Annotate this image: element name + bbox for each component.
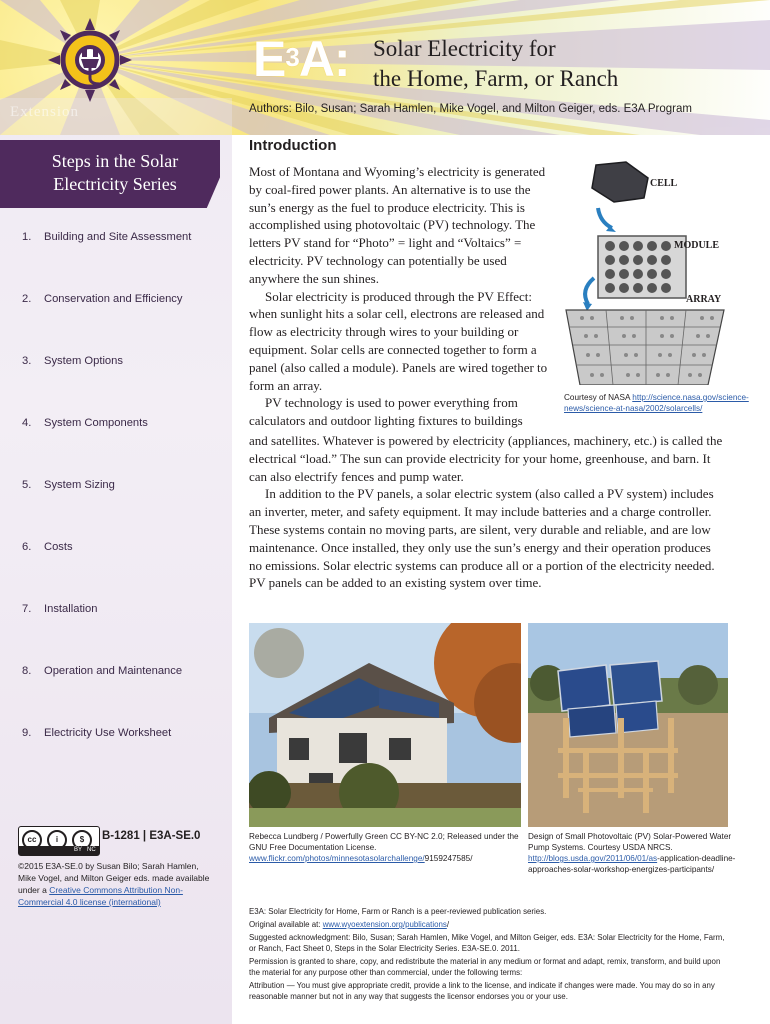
steps-title-line-2: Electricity Series: [53, 174, 177, 194]
intro-paragraph-4: In addition to the PV panels, a solar electric system (also called a PV system) includes an inverter, meter, and safety equipment. It may include batteries and a charge controller. These systems contain no moving parts, are silent, very durable and reliable, and are low maintenance. Once installed, they only use the sun’s energy and their operation produces no emissions. Solar electric systems can produce all or a portion of the electricity needed. PV panels can be added to an existing system over time.: [249, 486, 715, 591]
license-body: ©2015 E3A-SE.0 by Susan Bilo; Sarah Hamlen, Mike Vogel, and Milton Geiger eds. made available under a: [18, 861, 210, 895]
step-item-1[interactable]: [22, 231, 191, 243]
cc-by-nc-badge-icon: [18, 826, 100, 856]
nc-icon: $: [72, 830, 92, 850]
e3a-logotype: [253, 31, 350, 87]
step-number: 3.: [22, 355, 32, 367]
array-label: ARRAY: [686, 294, 722, 305]
footer-attribution: Attribution — You must give appropriate credit, provide a link to the license, and indicate if changes were made. You may do so in any reasonable manner but not in any way that suggests the licensor endorses you or your use.: [249, 981, 715, 1001]
footer-series-line: E3A: Solar Electricity for Home, Farm or Ranch is a peer-reviewed publication series.: [249, 907, 547, 916]
steps-title: [0, 150, 230, 196]
step-number: 4.: [22, 417, 32, 429]
flickr-link[interactable]: www.flickr.com/photos/minnesotasolarchallenge/: [249, 854, 425, 863]
house-solar-photo: [249, 623, 521, 827]
solar-cell-shape: [592, 162, 648, 202]
intro-paragraph-2: Solar electricity is produced through the PV Effect: when sunlight hits a solar cell, electrons are released and flow as electricity through wires to your building or equipment. Solar cells are connected together to form a panel (also called a module). Panels are wired together to form an array.: [249, 288, 548, 393]
step-item-2[interactable]: [22, 293, 182, 305]
extension-watermark: Extension: [10, 104, 79, 120]
step-label: Installation: [44, 603, 98, 615]
footer: [249, 906, 729, 1004]
intro-column-narrow: [249, 163, 549, 430]
intro-paragraph-3b: and satellites. Whatever is powered by electricity (appliances, machinery, etc.) is called the electrical “load.” The sun can provide electricity for your home, greenhouse, and barn. It can also electrify fences and pump water.: [249, 433, 723, 484]
footer-acknowledgment: Suggested acknowledgment: Bilo, Susan; Sarah Hamlen, Mike Vogel, and Milton Geiger, eds. E3A: Solar Electricity for the Home, Farm, or Ranch, Fact Sheet 0, Steps in the Solar Electricity Series. E3A-SE.0. 2011.: [249, 933, 725, 953]
step-item-5[interactable]: [22, 479, 115, 491]
wyoextension-link[interactable]: www.wyoextension.org/publications: [322, 920, 447, 929]
step-label: Building and Site Assessment: [44, 231, 192, 243]
step-label: System Components: [44, 417, 148, 429]
step-label: Costs: [44, 541, 73, 553]
step-item-4[interactable]: [22, 417, 148, 429]
e3a-letter-a: A:: [298, 31, 350, 87]
document-title: [373, 34, 618, 94]
cc-icon: cc: [22, 830, 42, 850]
right-photo-caption: [528, 831, 736, 875]
nc-label: NC: [86, 847, 96, 853]
original-suffix: /: [446, 920, 450, 929]
introduction-heading: Introduction: [249, 137, 337, 154]
arrow-module-to-array-icon: [585, 278, 594, 304]
authors-line: Authors: Bilo, Susan; Sarah Hamlen, Mike Vogel, and Milton Geiger, eds. E3A Program: [249, 103, 692, 115]
license-link[interactable]: Creative Commons Attribution Non-Commercial 4.0 license (international): [18, 885, 183, 907]
cell-module-array-diagram: [558, 160, 770, 385]
publication-number: B-1281 | E3A-SE.0: [102, 830, 201, 842]
step-label: Electricity Use Worksheet: [44, 727, 172, 739]
by-label: BY: [73, 847, 82, 853]
e3a-letter-e: E: [253, 31, 286, 87]
step-number: 6.: [22, 541, 32, 553]
nasa-link[interactable]: http://science.nasa.gov/science-news/science-at-nasa/2002/solarcells/: [564, 393, 749, 413]
steps-title-line-1: Steps in the Solar: [51, 151, 179, 171]
sun-plug-logo-icon: [48, 18, 132, 102]
step-number: 5.: [22, 479, 32, 491]
step-number: 7.: [22, 603, 32, 615]
usda-link[interactable]: http://blogs.usda.gov/2011/06/01/as: [528, 854, 658, 863]
left-photo-caption: [249, 831, 521, 864]
step-item-9[interactable]: [22, 727, 171, 739]
footer-original-line: [249, 919, 729, 930]
step-item-3[interactable]: [22, 355, 123, 367]
step-item-6[interactable]: [22, 541, 73, 553]
intro-column-wide: [249, 432, 725, 592]
original-prefix: Original available at:: [249, 920, 323, 929]
cell-label: CELL: [650, 178, 678, 189]
right-caption-text: Design of Small Photovoltaic (PV) Solar-Powered Water Pump Systems. Courtesy USDA NRCS.: [528, 832, 732, 852]
license-text: [18, 860, 218, 908]
step-label: Operation and Maintenance: [44, 665, 183, 677]
step-number: 1.: [22, 231, 32, 243]
left-caption-tail: 9159247585/: [424, 854, 473, 863]
step-number: 2.: [22, 293, 32, 305]
arrow-cell-to-module-icon: [598, 208, 612, 228]
courtesy-text: Courtesy of NASA: [564, 393, 633, 402]
solar-pump-array-photo: [528, 623, 728, 827]
step-label: System Sizing: [44, 479, 115, 491]
intro-paragraph-3a: PV technology is used to power everything from calculators and outdoor lighting fixtures to buildings: [249, 395, 523, 429]
step-label: Conservation and Efficiency: [44, 293, 183, 305]
step-label: System Options: [44, 355, 123, 367]
title-line-1: Solar Electricity for: [373, 36, 556, 61]
title-line-2: the Home, Farm, or Ranch: [373, 66, 619, 91]
e3a-superscript: 3: [285, 42, 299, 72]
cc-badge-bar: [19, 846, 99, 855]
intro-paragraph-1: Most of Montana and Wyoming’s electricity is generated by coal-fired power plants. An alternative is to use the sun’s energy as the fuel to produce electricity. This is accomplished using photovoltaic (PV) technology. The letters PV stand for “Photo” = light and “Voltaics” = electricity. PV technology can potentially be used anywhere the sun shines.: [249, 164, 546, 286]
module-label: MODULE: [674, 240, 719, 251]
step-item-8[interactable]: [22, 665, 182, 677]
by-icon: i: [47, 830, 67, 850]
step-item-7[interactable]: [22, 603, 98, 615]
step-number: 9.: [22, 727, 32, 739]
step-number: 8.: [22, 665, 32, 677]
right-caption-tail: -application-deadline-approaches-solar-workshop-energizes-participants/: [528, 854, 736, 874]
diagram-courtesy: [564, 392, 764, 414]
left-caption-text: Rebecca Lundberg / Powerfully Green CC BY-NC 2.0; Released under the GNU Free Documentation License.: [249, 832, 519, 852]
footer-permission: Permission is granted to share, copy, and redistribute the material in any medium or format and adapt, remix, transform, and build upon the material for any purpose other than commercial, under the following terms:: [249, 957, 721, 977]
